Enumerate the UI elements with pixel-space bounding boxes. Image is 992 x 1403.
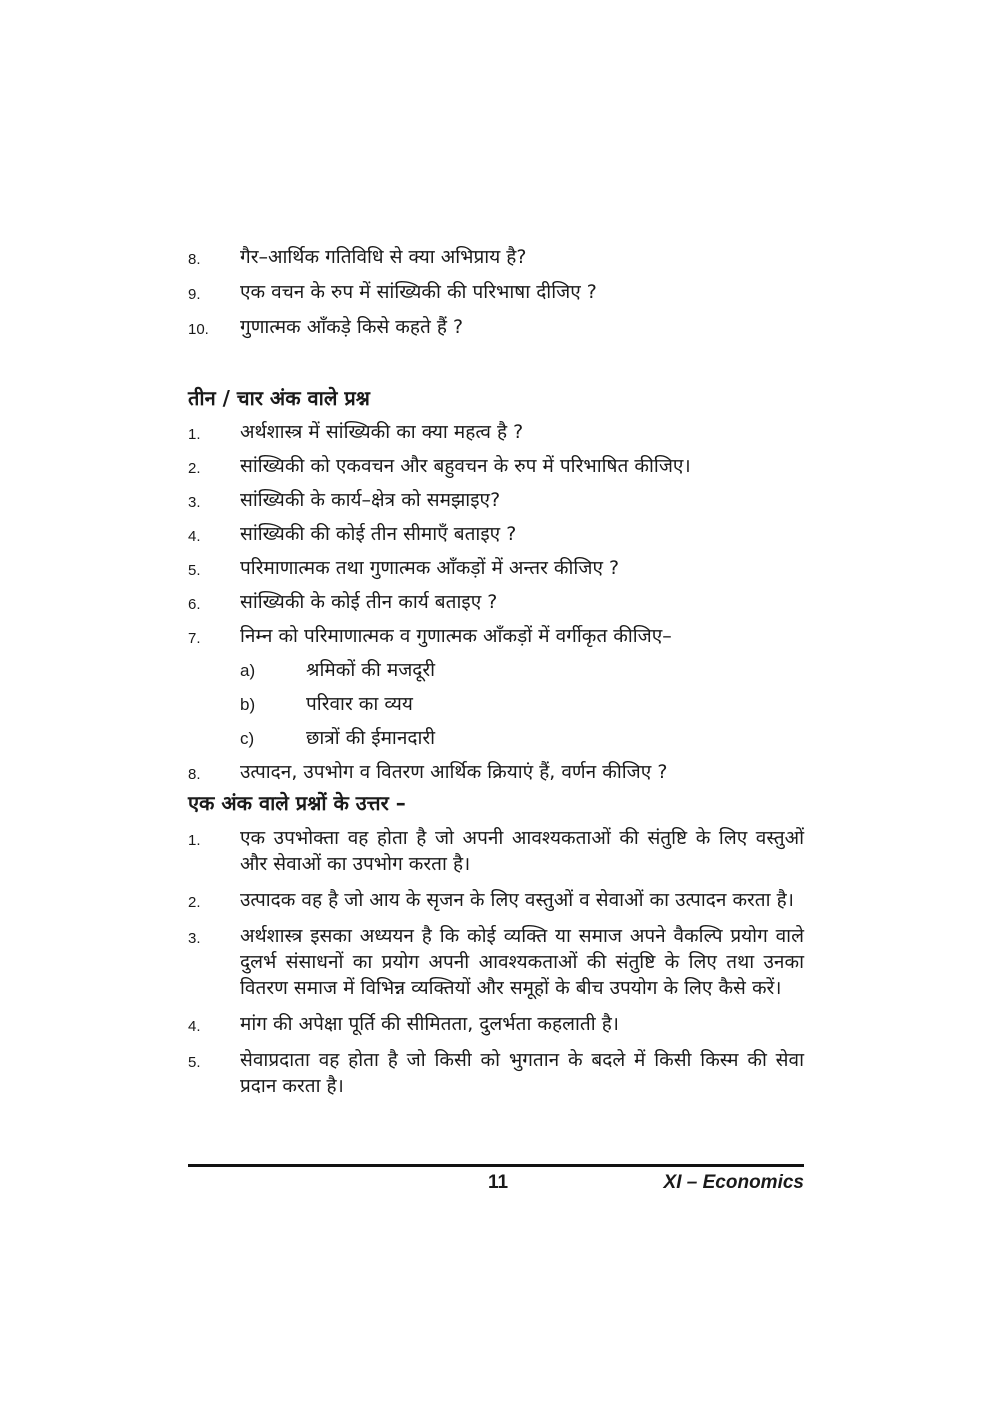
item-number: 9. <box>188 286 201 303</box>
section-heading: एक अंक वाले प्रश्नों के उत्तर – <box>188 791 406 815</box>
page-number: 11 <box>488 1172 509 1193</box>
item-text: गुणात्मक आँकड़े किसे कहते हैं ? <box>240 316 464 338</box>
item-text: गैर–आर्थिक गतिविधि से क्या अभिप्राय है? <box>240 246 527 268</box>
book-title: XI – Economics <box>663 1172 804 1193</box>
item-number: 2. <box>188 894 201 911</box>
item-text: सांख्यिकी की कोई तीन सीमाएँ बताइए ? <box>240 523 517 545</box>
list-item <box>188 759 804 785</box>
item-number: 4. <box>188 528 201 545</box>
item-text: उत्पादन, उपभोग व वितरण आर्थिक क्रियाएं हैं, वर्णन कीजिए ? <box>240 761 668 783</box>
item-number: 3. <box>188 930 201 947</box>
list-item <box>188 487 804 513</box>
item-text: सेवाप्रदाता वह होता है जो किसी को भुगतान के बदले में किसी किस्म की सेवा प्रदान करता है। <box>240 1049 804 1097</box>
list-item <box>188 244 804 270</box>
item-number: 10. <box>188 321 209 338</box>
item-number: 1. <box>188 832 201 849</box>
item-text: अर्थशास्त्र इसका अध्ययन है कि कोई व्यक्ति या समाज अपने वैकल्पि प्रयोग वाले दुलर्भ संसाधनों का प्रयोग अपनी आवश्यकताओं की संतुष्टि के लिए तथा उनका वितरण समाज में विभिन्न व्यक्तियों और समूहों के बीच उपयोग के लिए कैसे करें। <box>240 925 804 999</box>
sub-list-item <box>240 725 804 751</box>
sub-item-text: श्रमिकों की मजदूरी <box>306 659 436 681</box>
item-text: सांख्यिकी के कार्य–क्षेत्र को समझाइए? <box>240 489 501 511</box>
sub-item-letter: c) <box>240 729 255 748</box>
item-number: 4. <box>188 1018 201 1035</box>
footer-row <box>188 1167 804 1195</box>
item-number: 5. <box>188 1054 201 1071</box>
list-item <box>188 1011 804 1037</box>
sub-item-letter: a) <box>240 661 256 680</box>
sub-item-text: छात्रों की ईमानदारी <box>306 727 436 749</box>
answer-list <box>188 825 804 1099</box>
three-four-question-list <box>188 419 804 785</box>
page-footer <box>188 1164 804 1195</box>
item-number: 2. <box>188 460 201 477</box>
list-item <box>188 279 804 305</box>
item-text: एक वचन के रुप में सांख्यिकी की परिभाषा दीजिए ? <box>240 281 597 303</box>
sub-list-item <box>240 657 804 683</box>
sub-list-item <box>240 691 804 717</box>
list-item <box>188 825 804 877</box>
item-number: 1. <box>188 426 201 443</box>
item-text: सांख्यिकी को एकवचन और बहुवचन के रुप में परिभाषित कीजिए। <box>240 455 691 477</box>
list-item <box>188 589 804 615</box>
list-item <box>188 887 804 913</box>
list-item <box>188 555 804 581</box>
top-question-list <box>188 244 804 340</box>
item-number: 8. <box>188 251 201 268</box>
sub-item-text: परिवार का व्यय <box>306 693 413 715</box>
item-number: 8. <box>188 766 201 783</box>
list-item <box>188 623 804 649</box>
item-text: अर्थशास्त्र में सांख्यिकी का क्या महत्व है ? <box>240 421 524 443</box>
item-number: 7. <box>188 630 201 647</box>
item-number: 5. <box>188 562 201 579</box>
list-item <box>188 1047 804 1099</box>
list-item <box>188 923 804 1001</box>
item-text: एक उपभोक्ता वह होता है जो अपनी आवश्यकताओं की संतुष्टि के लिए वस्तुओं और सेवाओं का उपभोग करता है। <box>240 827 804 875</box>
item-text: निम्न को परिमाणात्मक व गुणात्मक आँकड़ों में वर्गीकृत कीजिए– <box>240 625 672 647</box>
document-body <box>188 244 804 1099</box>
list-item <box>188 453 804 479</box>
list-item <box>188 314 804 340</box>
item-number: 3. <box>188 494 201 511</box>
list-item <box>188 419 804 445</box>
section-heading: तीन / चार अंक वाले प्रश्न <box>188 386 370 410</box>
list-item <box>188 521 804 547</box>
sub-item-letter: b) <box>240 695 256 714</box>
item-text: उत्पादक वह है जो आय के सृजन के लिए वस्तुओं व सेवाओं का उत्पादन करता है। <box>240 889 794 911</box>
item-text: परिमाणात्मक तथा गुणात्मक आँकड़ों में अन्तर कीजिए ? <box>240 557 620 579</box>
item-text: मांग की अपेक्षा पूर्ति की सीमितता, दुलर्भता कहलाती है। <box>240 1013 619 1035</box>
item-text: सांख्यिकी के कोई तीन कार्य बताइए ? <box>240 591 498 613</box>
item-number: 6. <box>188 596 201 613</box>
